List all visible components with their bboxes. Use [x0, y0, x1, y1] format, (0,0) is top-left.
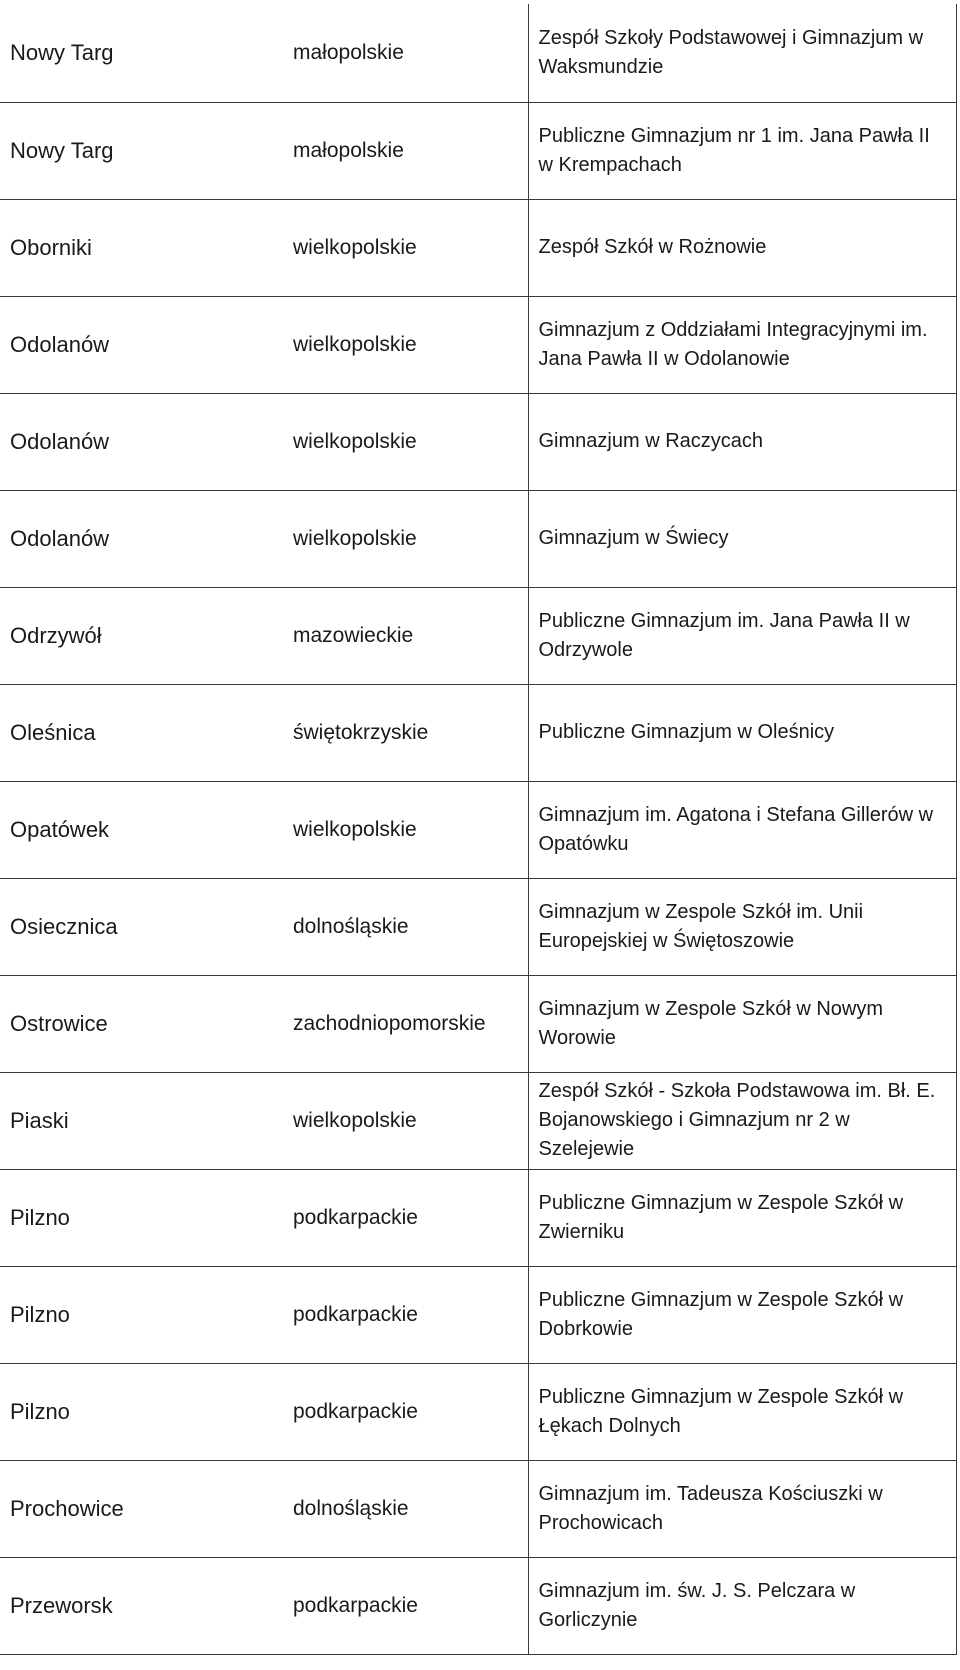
city-cell — [0, 878, 283, 975]
city-cell-text: Ostrowice — [10, 1011, 108, 1036]
school-cell — [528, 4, 956, 102]
school-cell-text: Publiczne Gimnazjum w Oleśnicy — [538, 721, 835, 743]
table-row — [0, 781, 956, 878]
region-cell-text: małopolskie — [293, 139, 404, 162]
school-cell — [528, 296, 956, 393]
region-cell — [283, 1266, 528, 1363]
school-cell-text: Gimnazjum w Zespole Szkół im. Unii Europejskiej w Świętoszowie — [538, 900, 864, 952]
city-cell-text: Pilzno — [10, 1205, 70, 1230]
region-cell-text: podkarpackie — [293, 1303, 418, 1326]
table-row — [0, 1460, 956, 1557]
region-cell-text: podkarpackie — [293, 1594, 418, 1617]
city-cell-text: Nowy Targ — [10, 40, 114, 66]
school-cell-text: Gimnazjum im. św. J. S. Pelczara w Gorliczynie — [538, 1579, 856, 1631]
city-cell-text: Odolanów — [10, 429, 110, 454]
city-cell — [0, 781, 283, 878]
region-cell-text: wielkopolskie — [293, 818, 417, 841]
school-cell — [528, 1169, 956, 1266]
table-row — [0, 587, 956, 684]
region-cell — [283, 684, 528, 781]
city-cell-text: Odrzywół — [10, 623, 102, 648]
city-cell-text: Pilzno — [10, 1302, 70, 1327]
city-cell — [0, 1363, 283, 1460]
school-cell — [528, 102, 956, 199]
school-cell — [528, 1557, 956, 1654]
city-cell — [0, 1072, 283, 1169]
school-cell-text: Zespół Szkoły Podstawowej i Gimnazjum w Waksmundzie — [538, 26, 924, 78]
region-cell — [283, 1363, 528, 1460]
table-row — [0, 684, 956, 781]
table-row — [0, 199, 956, 296]
table-row — [0, 4, 956, 102]
school-cell-text: Publiczne Gimnazjum im. Jana Pawła II w Odrzywole — [538, 609, 910, 661]
city-cell — [0, 199, 283, 296]
table-row — [0, 1169, 956, 1266]
city-cell — [0, 393, 283, 490]
region-cell-text: małopolskie — [293, 41, 404, 65]
school-cell — [528, 878, 956, 975]
table-row — [0, 1557, 956, 1654]
region-cell-text: wielkopolskie — [293, 430, 417, 453]
school-cell-text: Gimnazjum w Świecy — [538, 527, 729, 549]
school-cell — [528, 684, 956, 781]
region-cell-text: zachodniopomorskie — [293, 1012, 486, 1035]
table-row — [0, 102, 956, 199]
region-cell-text: wielkopolskie — [293, 527, 417, 550]
region-cell — [283, 1460, 528, 1557]
region-cell — [283, 4, 528, 102]
region-cell-text: dolnośląskie — [293, 1497, 409, 1520]
city-cell-text: Piaski — [10, 1108, 69, 1133]
city-cell — [0, 1266, 283, 1363]
city-cell — [0, 4, 283, 102]
region-cell-text: świętokrzyskie — [293, 721, 429, 744]
region-cell — [283, 102, 528, 199]
region-cell — [283, 393, 528, 490]
region-cell — [283, 1072, 528, 1169]
region-cell-text: wielkopolskie — [293, 236, 417, 259]
school-cell-text: Publiczne Gimnazjum w Zespole Szkół w Dobrkowie — [538, 1288, 904, 1340]
school-cell — [528, 781, 956, 878]
school-cell-text: Gimnazjum im. Agatona i Stefana Gillerów w Opatówku — [538, 803, 934, 855]
schools-table — [0, 4, 957, 1655]
table-row — [0, 1363, 956, 1460]
region-cell — [283, 781, 528, 878]
city-cell — [0, 296, 283, 393]
city-cell-text: Odolanów — [10, 332, 110, 357]
city-cell — [0, 490, 283, 587]
table-row — [0, 975, 956, 1072]
city-cell-text: Osiecznica — [10, 914, 118, 939]
city-cell — [0, 587, 283, 684]
city-cell — [0, 684, 283, 781]
school-cell-text: Zespół Szkół w Rożnowie — [538, 236, 767, 258]
city-cell — [0, 1460, 283, 1557]
school-cell — [528, 1072, 956, 1169]
region-cell — [283, 1557, 528, 1654]
city-cell — [0, 1557, 283, 1654]
school-cell — [528, 1363, 956, 1460]
school-cell-text: Zespół Szkół - Szkoła Podstawowa im. Bł. E. Bojanowskiego i Gimnazjum nr 2 w Szelejewie — [538, 1080, 936, 1160]
city-cell-text: Pilzno — [10, 1399, 70, 1424]
region-cell — [283, 296, 528, 393]
city-cell-text: Oleśnica — [10, 720, 96, 745]
city-cell-text: Przeworsk — [10, 1593, 113, 1618]
school-cell — [528, 975, 956, 1072]
city-cell-text: Oborniki — [10, 235, 92, 260]
region-cell — [283, 199, 528, 296]
region-cell — [283, 1169, 528, 1266]
school-cell — [528, 1266, 956, 1363]
school-cell — [528, 1460, 956, 1557]
school-cell — [528, 393, 956, 490]
school-cell-text: Publiczne Gimnazjum nr 1 im. Jana Pawła II w Krempachach — [538, 124, 930, 176]
city-cell-text: Odolanów — [10, 526, 110, 551]
region-cell-text: podkarpackie — [293, 1400, 418, 1423]
region-cell-text: wielkopolskie — [293, 1109, 417, 1132]
school-cell-text: Gimnazjum im. Tadeusza Kościuszki w Prochowicach — [538, 1482, 883, 1534]
school-cell-text: Gimnazjum w Raczycach — [538, 430, 764, 452]
school-cell-text: Gimnazjum z Oddziałami Integracyjnymi im. Jana Pawła II w Odolanowie — [538, 318, 928, 370]
school-cell — [528, 587, 956, 684]
region-cell — [283, 878, 528, 975]
region-cell-text: wielkopolskie — [293, 333, 417, 356]
region-cell-text: podkarpackie — [293, 1206, 418, 1229]
region-cell — [283, 975, 528, 1072]
table-row — [0, 490, 956, 587]
region-cell — [283, 490, 528, 587]
table-row — [0, 1072, 956, 1169]
schools-table-body — [0, 4, 956, 1654]
school-cell — [528, 490, 956, 587]
school-cell-text: Gimnazjum w Zespole Szkół w Nowym Worowie — [538, 997, 884, 1049]
school-cell — [528, 199, 956, 296]
table-row — [0, 878, 956, 975]
city-cell — [0, 102, 283, 199]
city-cell-text: Opatówek — [10, 817, 110, 842]
city-cell-text: Prochowice — [10, 1496, 124, 1521]
school-cell-text: Publiczne Gimnazjum w Zespole Szkół w Zwierniku — [538, 1191, 904, 1243]
region-cell-text: dolnośląskie — [293, 915, 409, 938]
table-row — [0, 1266, 956, 1363]
city-cell — [0, 975, 283, 1072]
city-cell-text: Nowy Targ — [10, 138, 114, 163]
region-cell — [283, 587, 528, 684]
table-row — [0, 393, 956, 490]
table-row — [0, 296, 956, 393]
region-cell-text: mazowieckie — [293, 624, 414, 647]
city-cell — [0, 1169, 283, 1266]
school-cell-text: Publiczne Gimnazjum w Zespole Szkół w Łękach Dolnych — [538, 1385, 904, 1437]
